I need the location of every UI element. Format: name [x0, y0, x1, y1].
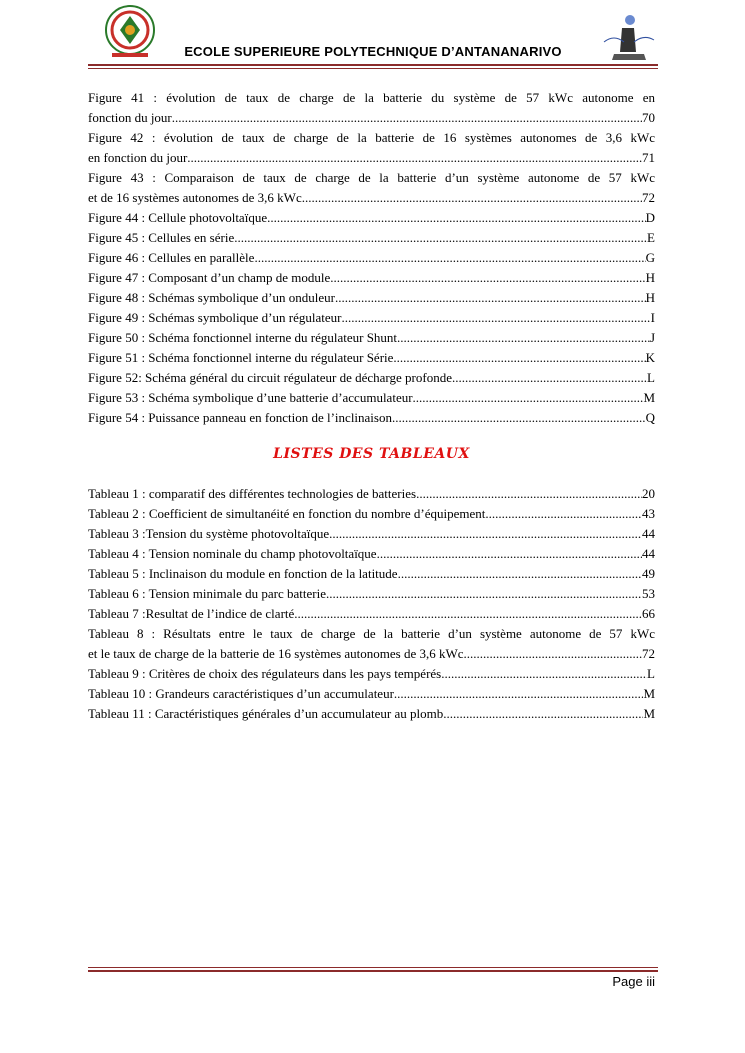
dot-leader	[330, 268, 645, 288]
dot-leader	[341, 308, 650, 328]
header-rule	[88, 64, 658, 66]
toc-entry[interactable]	[88, 504, 655, 524]
entry-title: Tableau 11 : Caractéristiques générales d’un accumulateur au plomb	[88, 706, 444, 721]
dot-leader	[394, 684, 644, 704]
figure-list	[88, 88, 655, 428]
entry-page: M	[643, 706, 655, 721]
dot-leader	[172, 108, 642, 128]
entry-title: Tableau 3 :Tension du système photovoltaïque	[88, 526, 330, 541]
entry-page: E	[647, 230, 655, 245]
entry-page: L	[647, 666, 655, 681]
entry-page: 71	[642, 150, 655, 165]
dot-leader	[393, 348, 645, 368]
entry-page: G	[645, 250, 655, 265]
toc-entry[interactable]	[88, 704, 655, 724]
entry-title: Figure 44 : Cellule photovoltaïque	[88, 210, 268, 225]
dot-leader	[464, 644, 642, 664]
dot-leader	[398, 564, 642, 584]
list-content	[88, 88, 655, 724]
toc-entry[interactable]	[88, 368, 655, 388]
toc-entry[interactable]	[88, 308, 655, 328]
entry-title: Tableau 2 : Coefficient de simultanéité en fonction du nombre d’équipement	[88, 506, 486, 521]
entry-title: Figure 50 : Schéma fonctionnel interne du régulateur Shunt	[88, 330, 398, 345]
entry-page: 70	[642, 110, 655, 125]
dot-leader	[294, 604, 642, 624]
dot-leader	[329, 524, 642, 544]
entry-title: Figure 51 : Schéma fonctionnel interne du régulateur Série	[88, 350, 394, 365]
toc-entry[interactable]	[88, 328, 655, 348]
toc-entry[interactable]	[88, 408, 655, 428]
entry-title: Tableau 6 : Tension minimale du parc batterie	[88, 586, 326, 601]
toc-entry[interactable]	[88, 288, 655, 308]
entry-title: Figure 52: Schéma général du circuit régulateur de décharge profonde	[88, 370, 452, 385]
entry-title-line: Tableau 8 : Résultats entre le taux de charge de la batterie d’un système autonome de 57 kWc	[88, 626, 655, 641]
toc-entry[interactable]	[88, 128, 655, 168]
footer-rule-thin	[88, 967, 658, 968]
entry-title: Figure 49 : Schémas symbolique d’un régulateur	[88, 310, 342, 325]
entry-page: L	[647, 370, 655, 385]
dot-leader	[392, 408, 646, 428]
toc-entry[interactable]	[88, 624, 655, 664]
entry-page: 72	[642, 646, 655, 661]
entry-title: en fonction du jour	[88, 150, 188, 165]
toc-entry[interactable]	[88, 208, 655, 228]
school-name: ECOLE SUPERIEURE POLYTECHNIQUE D’ANTANANARIVO	[184, 44, 562, 59]
toc-entry[interactable]	[88, 248, 655, 268]
entry-page: 44	[642, 526, 655, 541]
dot-leader	[335, 288, 646, 308]
dot-leader	[443, 704, 643, 724]
entry-page: 72	[642, 190, 655, 205]
entry-title: Tableau 5 : Inclinaison du module en fonction de la latitude	[88, 566, 398, 581]
entry-page: 49	[642, 566, 655, 581]
dot-leader	[377, 544, 642, 564]
footer-rule	[88, 970, 658, 972]
entry-title: et le taux de charge de la batterie de 16 systèmes autonomes de 3,6 kWc	[88, 646, 464, 661]
dot-leader	[187, 148, 642, 168]
entry-page: M	[643, 686, 655, 701]
entry-title: Figure 53 : Schéma symbolique d’une batterie d’accumulateur	[88, 390, 413, 405]
toc-entry[interactable]	[88, 228, 655, 248]
toc-entry[interactable]	[88, 664, 655, 684]
toc-entry[interactable]	[88, 604, 655, 624]
page-number: Page iii	[612, 974, 655, 989]
toc-entry[interactable]	[88, 88, 655, 128]
entry-title: fonction du jour	[88, 110, 172, 125]
toc-entry[interactable]	[88, 564, 655, 584]
tables-section-title: LISTES DES TABLEAUX	[273, 446, 470, 462]
entry-title: Figure 54 : Puissance panneau en fonction de l’inclinaison	[88, 410, 392, 425]
toc-entry[interactable]	[88, 484, 655, 504]
entry-title: Figure 46 : Cellules en parallèle	[88, 250, 255, 265]
dot-leader	[254, 248, 645, 268]
entry-title-line: Figure 43 : Comparaison de taux de charge de la batterie d’un système autonome de 57 kWc	[88, 170, 655, 185]
entry-page: I	[650, 310, 655, 325]
dot-leader	[413, 388, 644, 408]
dot-leader	[397, 328, 650, 348]
entry-page: H	[645, 290, 655, 305]
entry-page: 53	[642, 586, 655, 601]
dot-leader	[441, 664, 647, 684]
entry-page: 66	[642, 606, 655, 621]
table-list	[88, 484, 655, 724]
entry-title: Tableau 4 : Tension nominale du champ photovoltaïque	[88, 546, 377, 561]
dot-leader	[302, 188, 642, 208]
dot-leader	[452, 368, 647, 388]
toc-entry[interactable]	[88, 348, 655, 368]
entry-page: 20	[642, 486, 655, 501]
dot-leader	[485, 504, 642, 524]
toc-entry[interactable]	[88, 268, 655, 288]
entry-page: D	[645, 210, 655, 225]
dot-leader	[416, 484, 642, 504]
dot-leader	[326, 584, 642, 604]
entry-page: J	[649, 330, 655, 345]
entry-title-line: Figure 42 : évolution de taux de charge de la batterie de 16 systèmes autonomes de 3,6 kWc	[88, 130, 655, 145]
dot-leader	[234, 228, 647, 248]
entry-page: Q	[645, 410, 655, 425]
toc-entry[interactable]	[88, 524, 655, 544]
toc-entry[interactable]	[88, 684, 655, 704]
toc-entry[interactable]	[88, 388, 655, 408]
page-header	[88, 0, 658, 72]
entry-page: K	[645, 350, 655, 365]
entry-title: Tableau 9 : Critères de choix des régulateurs dans les pays tempérés	[88, 666, 442, 681]
entry-page: M	[643, 390, 655, 405]
dot-leader	[267, 208, 646, 228]
toc-entry[interactable]	[88, 544, 655, 564]
entry-page: H	[645, 270, 655, 285]
toc-entry[interactable]	[88, 584, 655, 604]
header-rule-thin	[88, 68, 658, 69]
entry-title: Tableau 10 : Grandeurs caractéristiques d’un accumulateur	[88, 686, 394, 701]
entry-title-line: Figure 41 : évolution de taux de charge de la batterie du système de 57 kWc autonome en	[88, 90, 655, 105]
toc-entry[interactable]	[88, 168, 655, 208]
entry-page: 43	[642, 506, 655, 521]
entry-title: Figure 48 : Schémas symbolique d’un onduleur	[88, 290, 335, 305]
entry-title: Tableau 7 :Resultat de l’indice de clarté	[88, 606, 295, 621]
entry-title: Tableau 1 : comparatif des différentes technologies de batteries	[88, 486, 417, 501]
entry-title: Figure 45 : Cellules en série	[88, 230, 235, 245]
entry-page: 44	[642, 546, 655, 561]
entry-title: Figure 47 : Composant d’un champ de module	[88, 270, 331, 285]
entry-title: et de 16 systèmes autonomes de 3,6 kWc	[88, 190, 302, 205]
